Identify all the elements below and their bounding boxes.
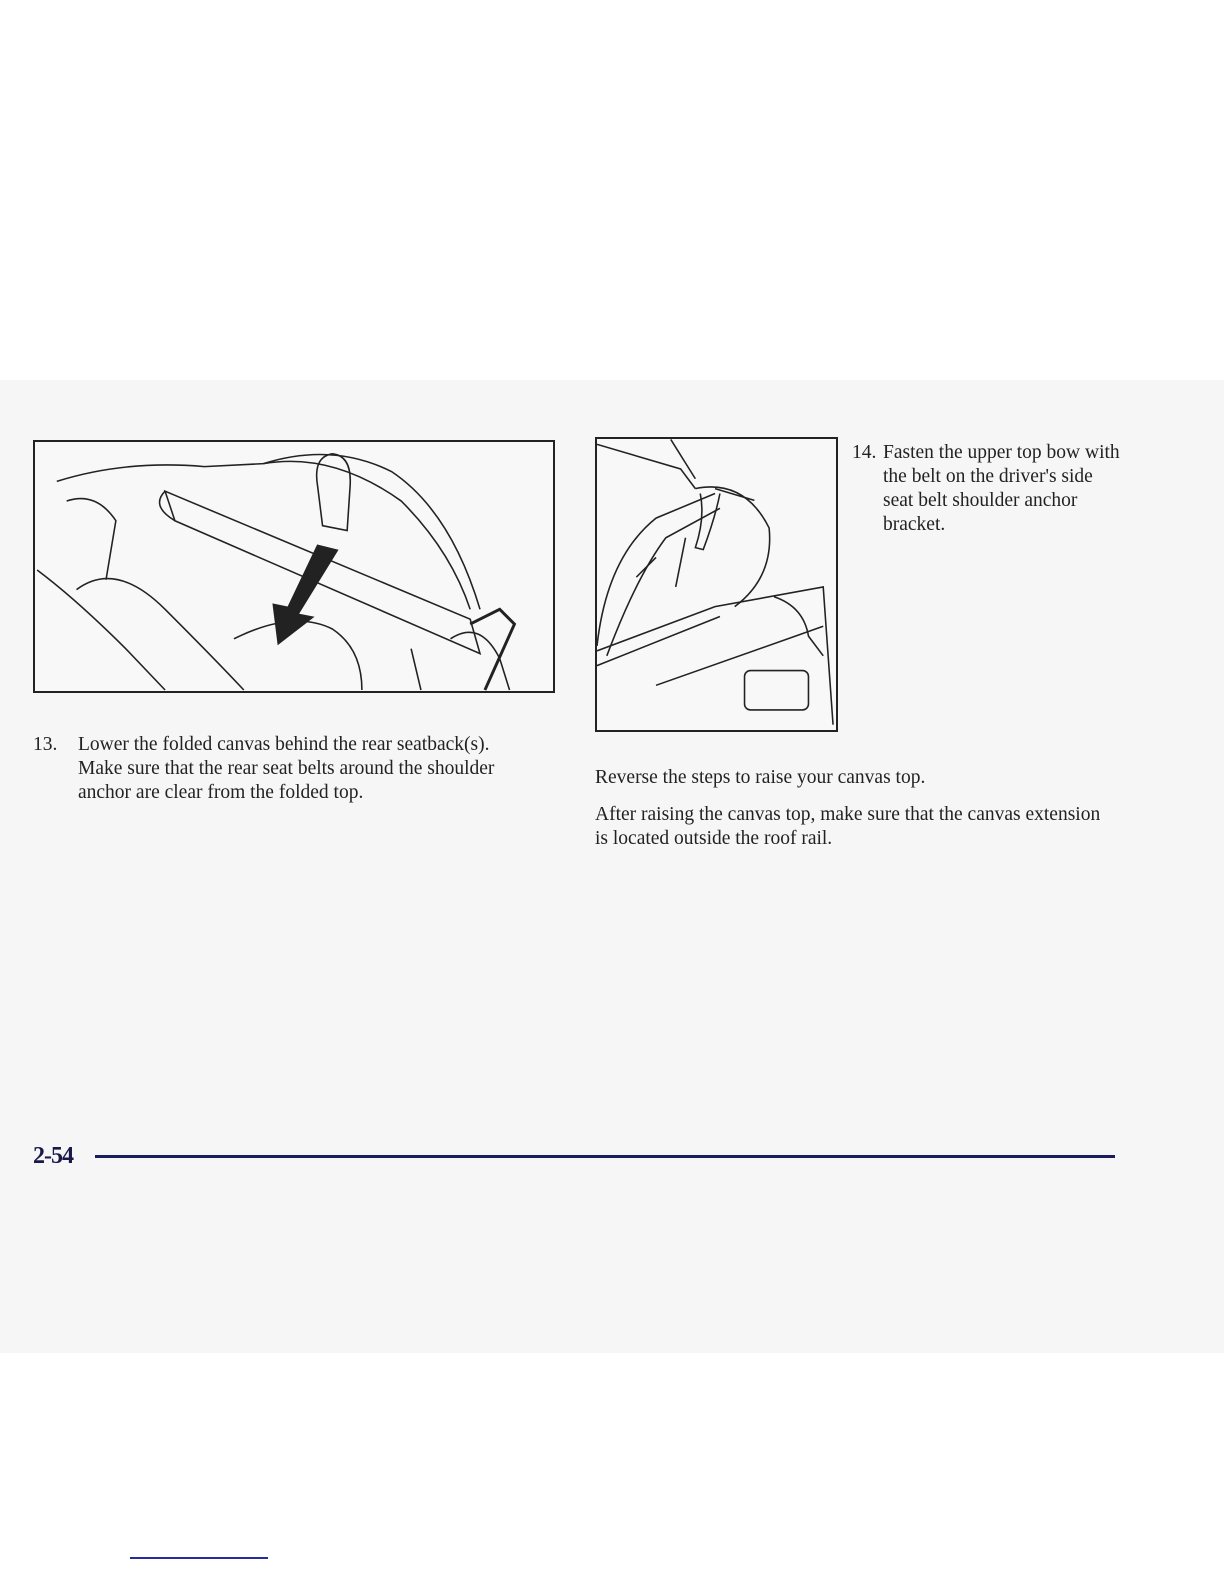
illustration-top-bow-belt: [595, 437, 838, 732]
paragraph-after-raising: After raising the canvas top, make sure that the canvas extension is located outside the roof rail.: [595, 804, 1101, 849]
illustration-folded-canvas: [33, 440, 555, 693]
bottom-link-line: [130, 1557, 268, 1559]
step-number: 14.: [852, 442, 877, 463]
step-13: [33, 733, 503, 805]
step-text: Lower the folded canvas behind the rear seatback(s). Make sure that the rear seat belts around the shoulder anchor are clear from the folded top.: [78, 734, 495, 803]
paragraph-reverse-steps: Reverse the steps to raise your canvas top.: [595, 767, 926, 788]
step-14: [852, 441, 1122, 537]
page-number: 2-54: [33, 1143, 73, 1169]
footer-rule: [95, 1155, 1115, 1158]
step-text: Fasten the upper top bow with the belt on the driver's side seat belt shoulder anchor bracket.: [883, 442, 1120, 535]
step-number: 13.: [33, 734, 58, 755]
